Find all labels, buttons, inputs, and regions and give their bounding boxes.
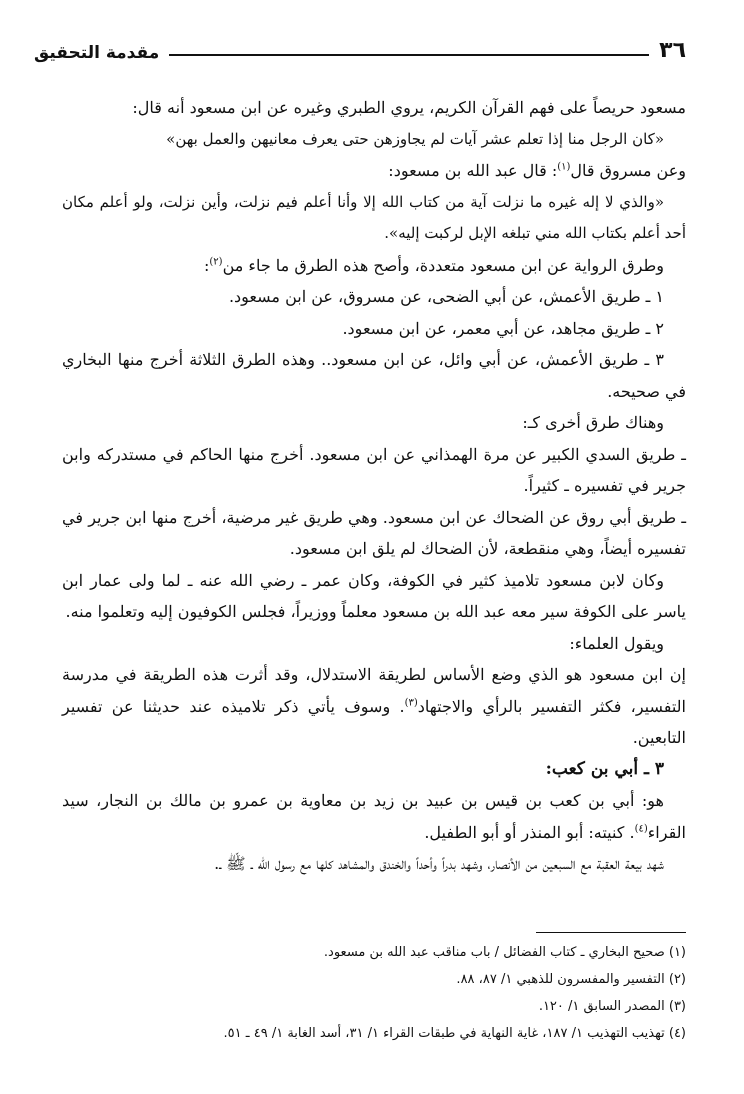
paragraph: ـ طريق السدي الكبير عن مرة الهمذاني عن ابن مسعود. أخرج منها الحاكم في مستدركه وابن جرير في تفسيره ـ كثيراً. <box>62 444 686 495</box>
footnote: (٤) تهذيب التهذيب ١/ ١٨٧، غاية النهاية في طبقات القراء ١/ ٣١، أسد الغابة ١/ ٤٩ ـ ٥١. <box>223 1026 686 1041</box>
page-number: ٣٦ <box>659 38 686 63</box>
footnote-rule <box>536 932 686 933</box>
paragraph: وهناك طرق أخرى كـ: <box>522 413 664 432</box>
page-header <box>34 32 686 62</box>
paragraph <box>62 155 686 187</box>
text-run: . كنيته: أبو المنذر أو أبو الطفيل. <box>424 822 635 842</box>
footnote: (٣) المصدر السابق ١/ ١٢٠. <box>538 999 686 1014</box>
text-run: وطرق الرواية عن ابن مسعود متعددة، وأصح هذه الطرق ما جاء من <box>222 255 664 275</box>
paragraph: مسعود حريصاً على فهم القرآن الكريم، يروي الطبري وغيره عن ابن مسعود أنه قال: <box>132 98 686 117</box>
text-run: هو: أبي بن كعب بن قيس بن عبيد بن زيد بن معاوية بن عمرو بن مالك بن النجار، سيد القراء <box>62 791 686 842</box>
footnote-ref: (٣) <box>404 697 418 709</box>
footnotes <box>62 932 686 1047</box>
text-run: . وسوف يأتي ذكر تلاميذه عند حديثنا عن تفسير التابعين. <box>62 696 686 747</box>
running-title: مقدمة التحقيق <box>34 43 160 63</box>
quote: «والذي لا إله غيره ما نزلت آية من كتاب الله إلا وأنا أعلم فيم نزلت، وأين نزلت، ولو أعلم مكان أحد أعلم بكتاب الله مني تبلغه الإبل لركبت إليه». <box>62 192 686 242</box>
footnote-ref: (٢) <box>209 256 223 268</box>
footnote: (١) صحيح البخاري ـ كتاب الفضائل / باب مناقب عبد الله بن مسعود. <box>323 945 686 960</box>
text-run: إن ابن مسعود هو الذي وضع الأساس لطريقة الاستدلال، وقد أثرت هذه الطريقة في مدرسة التفسير، فكثر التفسير بالرأي والاجتهاد <box>62 665 686 716</box>
list-item: ١ ـ طريق الأعمش، عن أبي الضحى، عن مسروق، عن ابن مسعود. <box>228 287 664 306</box>
paragraph <box>62 250 686 282</box>
paragraph <box>62 785 686 848</box>
paragraph: وكان لابن مسعود تلاميذ كثير في الكوفة، وكان عمر ـ رضي الله عنه ـ لما ولى عمار ابن ياسر على الكوفة سير معه عبد الله بن مسعود معلماً ووزيراً، فجلس الكوفيون إليه وتعلموا منه. <box>62 570 686 621</box>
paragraph: شهد بيعة العقبة مع السبعين من الأنصار، وشهد بدراً وأحداً والخندق والمشاهد كلها مع رسول الله ـ ﷺ ـ. <box>214 854 664 873</box>
text-run: وعن مسروق قال <box>570 161 686 180</box>
quote: «كان الرجل منا إذا تعلم عشر آيات لم يجاوزهن حتى يعرف معانيهن والعمل بهن» <box>166 129 664 148</box>
text-run: : قال عبد الله بن مسعود: <box>388 161 558 180</box>
list-item: ٣ ـ طريق الأعمش، عن أبي وائل، عن ابن مسعود.. وهذه الطرق الثلاثة أخرج منها البخاري في صحيحه. <box>62 350 686 401</box>
header-rule <box>169 54 649 56</box>
footnote-ref: (١) <box>557 161 571 173</box>
list-item: ٢ ـ طريق مجاهد، عن أبي معمر، عن ابن مسعود. <box>342 318 664 338</box>
paragraph: ويقول العلماء: <box>569 633 664 653</box>
main-text <box>62 92 686 880</box>
paragraph <box>62 659 686 754</box>
paragraph: ـ طريق أبي روق عن الضحاك عن ابن مسعود. وهي طريق غير مرضية، أخرج منها ابن جرير في تفسيره أيضاً، وهي منقطعة، لأن الضحاك لم يلق ابن مسعود. <box>62 507 687 558</box>
text-run: : <box>204 255 210 275</box>
footnote: (٢) التفسير والمفسرون للذهبي ١/ ٨٧، ٨٨. <box>456 972 686 987</box>
section-heading: ٣ ـ أبي بن كعب: <box>545 758 664 779</box>
footnote-ref: (٤) <box>634 823 648 835</box>
